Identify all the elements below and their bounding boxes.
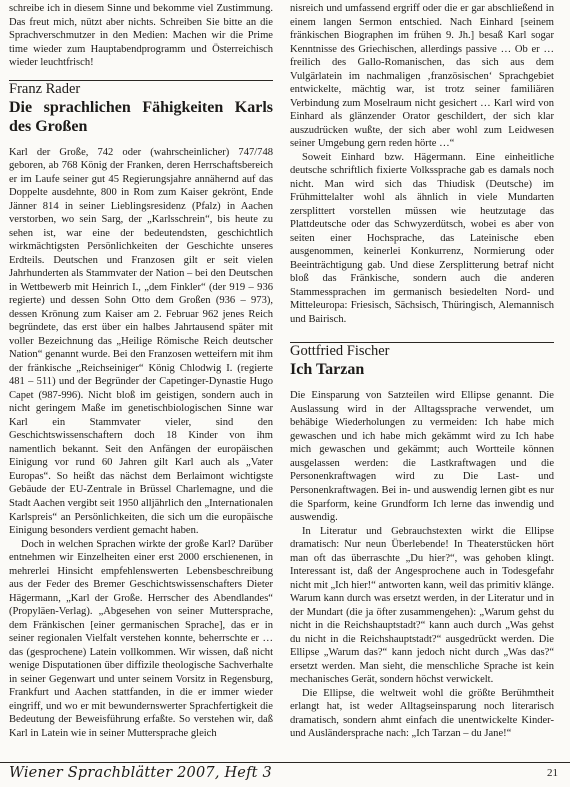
article-author: Franz Rader [9, 80, 81, 97]
article-paragraph: Karl der Große, 742 oder (wahrscheinlicher) 747/748 geboren, ab 768 König der Franken, deren Herrschaftsbereich er im Laufe seiner gut 45 Regierungsjahre annähernd auf das Doppelte ausdehnte, 800 in Rom zum Kaiser gekrönt, Ende Jänner 814 in seiner Lieblingsresidenz (Pfalz) in Aachen verstorben, wo sein Sarg, der „Karlsschrein“, bis heute zu sehen ist, war eine der bedeutendsten, geschichtlich wirkmächtigsten Persönlichkeiten der Geschichte unseres Erdteils. Deutschen und Franzosen gilt er seit vielen Jahrhunderten als Stammvater der Nation – bei den Deutschen in Wettbewerb mit Heinrich I., „dem Finkler“ (der 919 – 936 regierte) und dessen Sohn Otto dem Großen (936 – 973), dessen Krönung zum Kaiser am 2. Februar 962 jenes Reich begründete, das erst über ein halbes Jahrtausend später mit voller Bezeichnung das „Heilige Römische Reich deutscher Nation“ genannt wurde. Bei den Franzosen wetteifern mit ihm der fränkische „Reichseiniger“ König Chlodwig I. (regierte 481 – 511) und der Begründer der Capetinger-Dynastie Hugo Capet (987-996). Nicht bloß im geistigen, sondern auch in nicht geringem Maße im genetischbiologischen Sinne war Karl ein Stammvater vieler, sind den Geschichtswissenschaftern doch 18 Kinder von ihm namentlich bekannt. Seit den Anfängen der europäischen Einigung vor rund 60 Jahren gilt Karl auch als „Vater Europas“. So heißt das nächst dem Berlaimont wichtigste Gebäude der EU-Zentrale in Brüssel Charlemagne, und die Stadt Aachen vergibt seit 1950 alljährlich den „Internationalen Karlspreis“ an Persönlichkeiten, die sich um die europäische Einigung besonders verdient gemacht haben. [9, 146, 273, 537]
article-paragraph: Doch in welchen Sprachen wirkte der große Karl? Darüber entnehmen wir Einzelheiten einer erst 2000 erschienenen, in mehrerlei Hinsicht empfehlenswerten Lebensbeschreibung aus der Feder des Bremer Geschichtswissenschafters Dieter Hägermann, „Karl der Große. Herrscher des Abendlandes“ (Propyläen-Verlag). „Abgesehen von seiner Muttersprache, dem Fränkischen [einer germanischen Sprache], das er in seiner regionalen Vielfalt verstehen konnte, beherrschte er … das (gesprochene) Latein vollkommen. Wir wissen, daß nicht wenige Disputationen über diffizile theologische Sachverhalte in seiner Gegenwart und unter seinem Vorsitz in Regensburg, Frankfurt und Aachen stattfanden, in die er immer wieder eingriff, und wo er mit bewundernswerter Sprachfertigkeit die Bedeutung der Beweisführung erfaßte. So verstehen wir, daß Karl in Latein wie in seiner Muttersprache gleich [9, 538, 273, 739]
article-tarzan [290, 342, 554, 740]
article-title: Die sprachlichen Fähigkeiten Karls des Großen [9, 98, 273, 135]
right-column [290, 2, 554, 741]
article-author: Gottfried Fischer [290, 343, 390, 360]
continuation-paragraph: nisreich und umfassend ergriff oder die er gar abschließend in einem langen Sermon entschied. Nach Einhard [seinem fränkischen Biographen im frühen 9. Jh.] besaß Karl sogar Kenntnisse des Griechischen, allerdings passive … Ob er … freilich des Gallo-Romanischen, das sich aus dem Vulgärlatein im nachmaligen ‚französischen‘ Sprachgebiet entwickelte, mächtig war, ist trotz seiner familiären Verbindung zum Moselraum nicht gesichert … Karl wird von Einhard als glänzender Orator geschildert, der sich klar auszudrücken wußte, der sich aber wohl zum Leidwesen seiner Umgebung gern reden hörte …“ [290, 3, 554, 150]
left-column [9, 2, 273, 740]
page-number: 21 [547, 767, 558, 779]
continuation-paragraph: Soweit Einhard bzw. Hägermann. Eine einheitliche deutsche schriftlich fixierte Volkssprache gab es damals noch nicht. Man wird sich das Thiudisk (Deutsche) im Frühmittelalter wohl als ähnlich in viele Mundarten zersplittert vorstellen müssen wie heutzutage das Plattdeutsche oder das Schwyzerdütsch, wobei es aber von seiten einer Hochsprache, das Lateinische eben ausgenommen, keinerlei Konkurrenz, Normierung oder Beeinträchtigung gab. Und diese Zersplitterung betraf nicht bloß das Fränkische, sondern auch die anderen Stammessprachen im germanisch besiedelten Nord- und Mitteleuropa: Friesisch, Sächsisch, Thüringisch, Alemannisch und Bairisch. [290, 151, 554, 325]
page-footer [0, 762, 570, 783]
article-paragraph: In Literatur und Gebrauchstexten wirkt die Ellipse dramatisch: Nur neun Überlebende! In Theaterstücken hört man oft das überraschte „Du hier?“, was gehoben klingt. Interessant ist, daß der Angesprochene auch in Todesgefahr nicht mit „Ich hier!“ antworten kann, weil das primitiv klänge. Warum kann durch was ersetzt werden, in der Literatur und in der Mundart (die ja öfter zusammengehen): „Warum gehst du nicht in die Reichshauptstadt?“ kann auch durch „Was gehst du nicht in die Reichshauptstadt?“ ausgedrückt werden. Die Ellipse „Warum das?“ kann jedoch nicht durch „Was das?“ ersetzt werden. Man sieht, die menschliche Sprache ist kein mechanisches Gerät, sondern höchst verwickelt. [290, 525, 554, 686]
article-paragraph: Die Einsparung von Satzteilen wird Ellipse genannt. Die Auslassung wird in der Alltagssprache verwendet, um behäbige Wiederholungen zu vermeiden: Ich habe mich gewaschen und ich habe mich gekämmt wird zu Ich habe mich gewaschen und gekämmt; auch Wortteile können ausgelassen werden: die Lastkraftwagen und die Personenkraftwagen wird zu Die Last- und Personenkraftwagen. Bei in- und auswendig lernen gibt es nur die Sparform, keine Grundform Ich lerne das inwendig und auswendig. [290, 390, 554, 524]
magazine-name: Wiener Sprachblätter 2007, Heft 3 [9, 765, 272, 781]
article-paragraph: Die Ellipse, die weltweit wohl die größte Berühmtheit erlangt hat, ist weder Alltagseinsparung noch literarisch dramatisch, sondern ahmt einfach die unentwickelte Kinder- und Ausländersprache nach: „Ich Tarzan – du Jane!“ [290, 687, 554, 740]
article-karl [9, 80, 273, 741]
intro-paragraph: schreibe ich in diesem Sinne und bekomme viel Zustimmung. Das freut mich, nützt aber nichts. Schreiben Sie bitte an die Sprachverschmutzer in den Medien: Machen wir die Prime time wieder zum Hauptabendprogramm und Österreichisch wieder leuchtfrisch! [9, 3, 273, 69]
article-title: Ich Tarzan [290, 361, 365, 379]
